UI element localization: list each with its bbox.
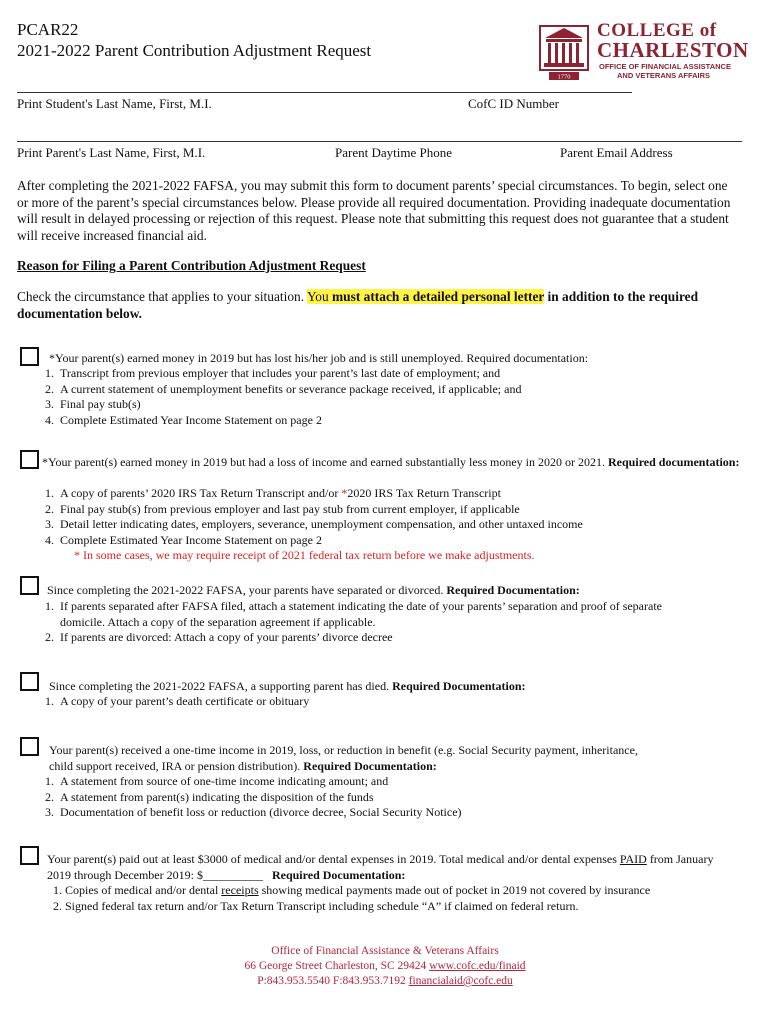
college-logo: [535, 20, 749, 82]
list-item: 2. A statement from parent(s) indicating the disposition of the funds: [45, 789, 374, 804]
list-item: 4. Complete Estimated Year Income Statement on page 2: [45, 532, 322, 547]
list-item: 3. Detail letter indicating dates, employers, severance, unemployment compensation, and other untaxed income: [45, 517, 583, 531]
section-medical-expenses: Your parent(s) paid out at least $3000 of medical and/or dental expenses in 2019. Total medical and/or dental expenses PAID from January 2019 through December 2019: $__________ Required Documentation:: [47, 852, 714, 882]
footer-address: 66 George Street Charleston, SC 29424 www.cofc.edu/finaid: [244, 960, 526, 972]
section-separated: Since completing the 2021-2022 FAFSA, your parents have separated or divorced. Required Documentation:: [47, 583, 580, 597]
list-income-loss: [30, 486, 750, 564]
list-unemployed: [30, 366, 750, 428]
email-link[interactable]: financialaid@cofc.edu: [408, 975, 513, 987]
logo-office-line1: OFFICE OF FINANCIAL ASSISTANCE: [599, 62, 731, 71]
parent-email-label: Parent Email Address: [560, 145, 673, 160]
list-item: 3. Final pay stub(s): [45, 397, 141, 411]
section-unemployed: *Your parent(s) earned money in 2019 but has lost his/her job and is still unemployed. Required documentation:: [49, 351, 589, 365]
intro-paragraph: After completing the 2021-2022 FAFSA, you may submit this form to document parents’ special circumstances. To begin, select one or more of the parent’s special circumstances below. Please provide all required documentation. Providing inadequate documentation will result in delayed processing or rejection of this request. Please note that submitting this request does not guarantee that a student will receive increased financial aid.: [17, 178, 731, 243]
list-item: 4. Complete Estimated Year Income Statement on page 2: [45, 412, 322, 427]
tax-return-note: * In some cases, we may require receipt of 2021 federal tax return before we make adjustments.: [74, 548, 535, 562]
parent-info-line[interactable]: [17, 141, 742, 142]
list-item: 2. Signed federal tax return and/or Tax Return Transcript including schedule “A” if claimed on federal return.: [53, 898, 579, 913]
list-item: 1. A statement from source of one-time income indicating amount; and: [45, 774, 389, 788]
list-item: 1. A copy of your parent’s death certificate or obituary: [45, 694, 310, 708]
list-item: 2. If parents are divorced: Attach a copy of your parents’ divorce decree: [45, 630, 393, 644]
list-one-time-income: [30, 774, 750, 821]
list-item: 3. Documentation of benefit loss or reduction (divorce decree, Social Security Notice): [45, 805, 462, 819]
college-seal-icon: [535, 20, 593, 82]
footer-contact: P:843.953.5540 F:843.953.7192 financialaid@cofc.edu: [257, 975, 513, 987]
list-item: 1. Copies of medical and/or dental receipts showing medical payments made out of pocket in 2019 not covered by insurance: [53, 883, 651, 897]
checkbox-medical-expenses[interactable]: [20, 846, 39, 865]
logo-line-charleston: CHARLESTON: [597, 38, 749, 62]
footer-office: Office of Financial Assistance & Veterans Affairs: [271, 945, 499, 957]
list-item: 2. Final pay stub(s) from previous employer and last pay stub from current employer, if applicable: [45, 501, 520, 516]
parent-phone-label: Parent Daytime Phone: [335, 145, 452, 160]
instruction-text: Check the circumstance that applies to your situation. You must attach a detailed personal letter in addition to the required documentation below.: [17, 289, 699, 321]
list-separated: [30, 599, 750, 646]
list-parent-died: [30, 694, 750, 710]
svg-text:1770: 1770: [557, 73, 571, 81]
footer: [0, 944, 770, 989]
logo-office-line2: AND VETERANS AFFAIRS: [617, 71, 711, 80]
section-one-time-income: Your parent(s) received a one-time income in 2019, loss, or reduction in benefit (e.g. Social Security payment, inheritance, child support received, IRA or pension distribution). Required Documentation:: [49, 743, 638, 773]
section-parent-died: Since completing the 2021-2022 FAFSA, a supporting parent has died. Required Documentation:: [49, 679, 526, 693]
checkbox-separated[interactable]: [20, 576, 39, 595]
checkbox-income-loss[interactable]: [20, 450, 39, 469]
reason-heading: Reason for Filing a Parent Contribution Adjustment Request: [17, 258, 366, 273]
checkbox-parent-died[interactable]: [20, 672, 39, 691]
cofc-id-label: CofC ID Number: [468, 96, 559, 111]
form-code: PCAR22: [17, 20, 79, 39]
section-income-loss: *Your parent(s) earned money in 2019 but had a loss of income and earned substantially less money in 2020 or 2021. Required documentation:: [42, 455, 740, 469]
student-name-label: Print Student's Last Name, First, M.I.: [17, 96, 212, 111]
parent-name-label: Print Parent's Last Name, First, M.I.: [17, 145, 206, 160]
list-item: 2. A current statement of unemployment benefits or severance package received, if applicable; and: [45, 381, 522, 396]
student-signature-line[interactable]: [17, 92, 632, 93]
checkbox-one-time-income[interactable]: [20, 737, 39, 756]
list-item: domicile. Attach a copy of the separation agreement if applicable.: [60, 614, 376, 629]
website-link[interactable]: www.cofc.edu/finaid: [429, 960, 526, 972]
logo-line-college: COLLEGE of: [597, 20, 717, 41]
list-medical-expenses: [53, 883, 763, 914]
highlighted-requirement: You must attach a detailed personal letter: [306, 289, 545, 304]
page-title: 2021-2022 Parent Contribution Adjustment Request: [17, 41, 372, 60]
list-item: 1. Transcript from previous employer that includes your parent’s last date of employment; and: [45, 366, 501, 380]
list-item: 1. A copy of parents’ 2020 IRS Tax Return Transcript and/or *2020 IRS Tax Return Transcript: [45, 486, 501, 500]
list-item: 1. If parents separated after FAFSA filed, attach a statement indicating the date of your parents’ separation and proof of separate: [45, 599, 662, 613]
checkbox-unemployed[interactable]: [20, 347, 39, 366]
